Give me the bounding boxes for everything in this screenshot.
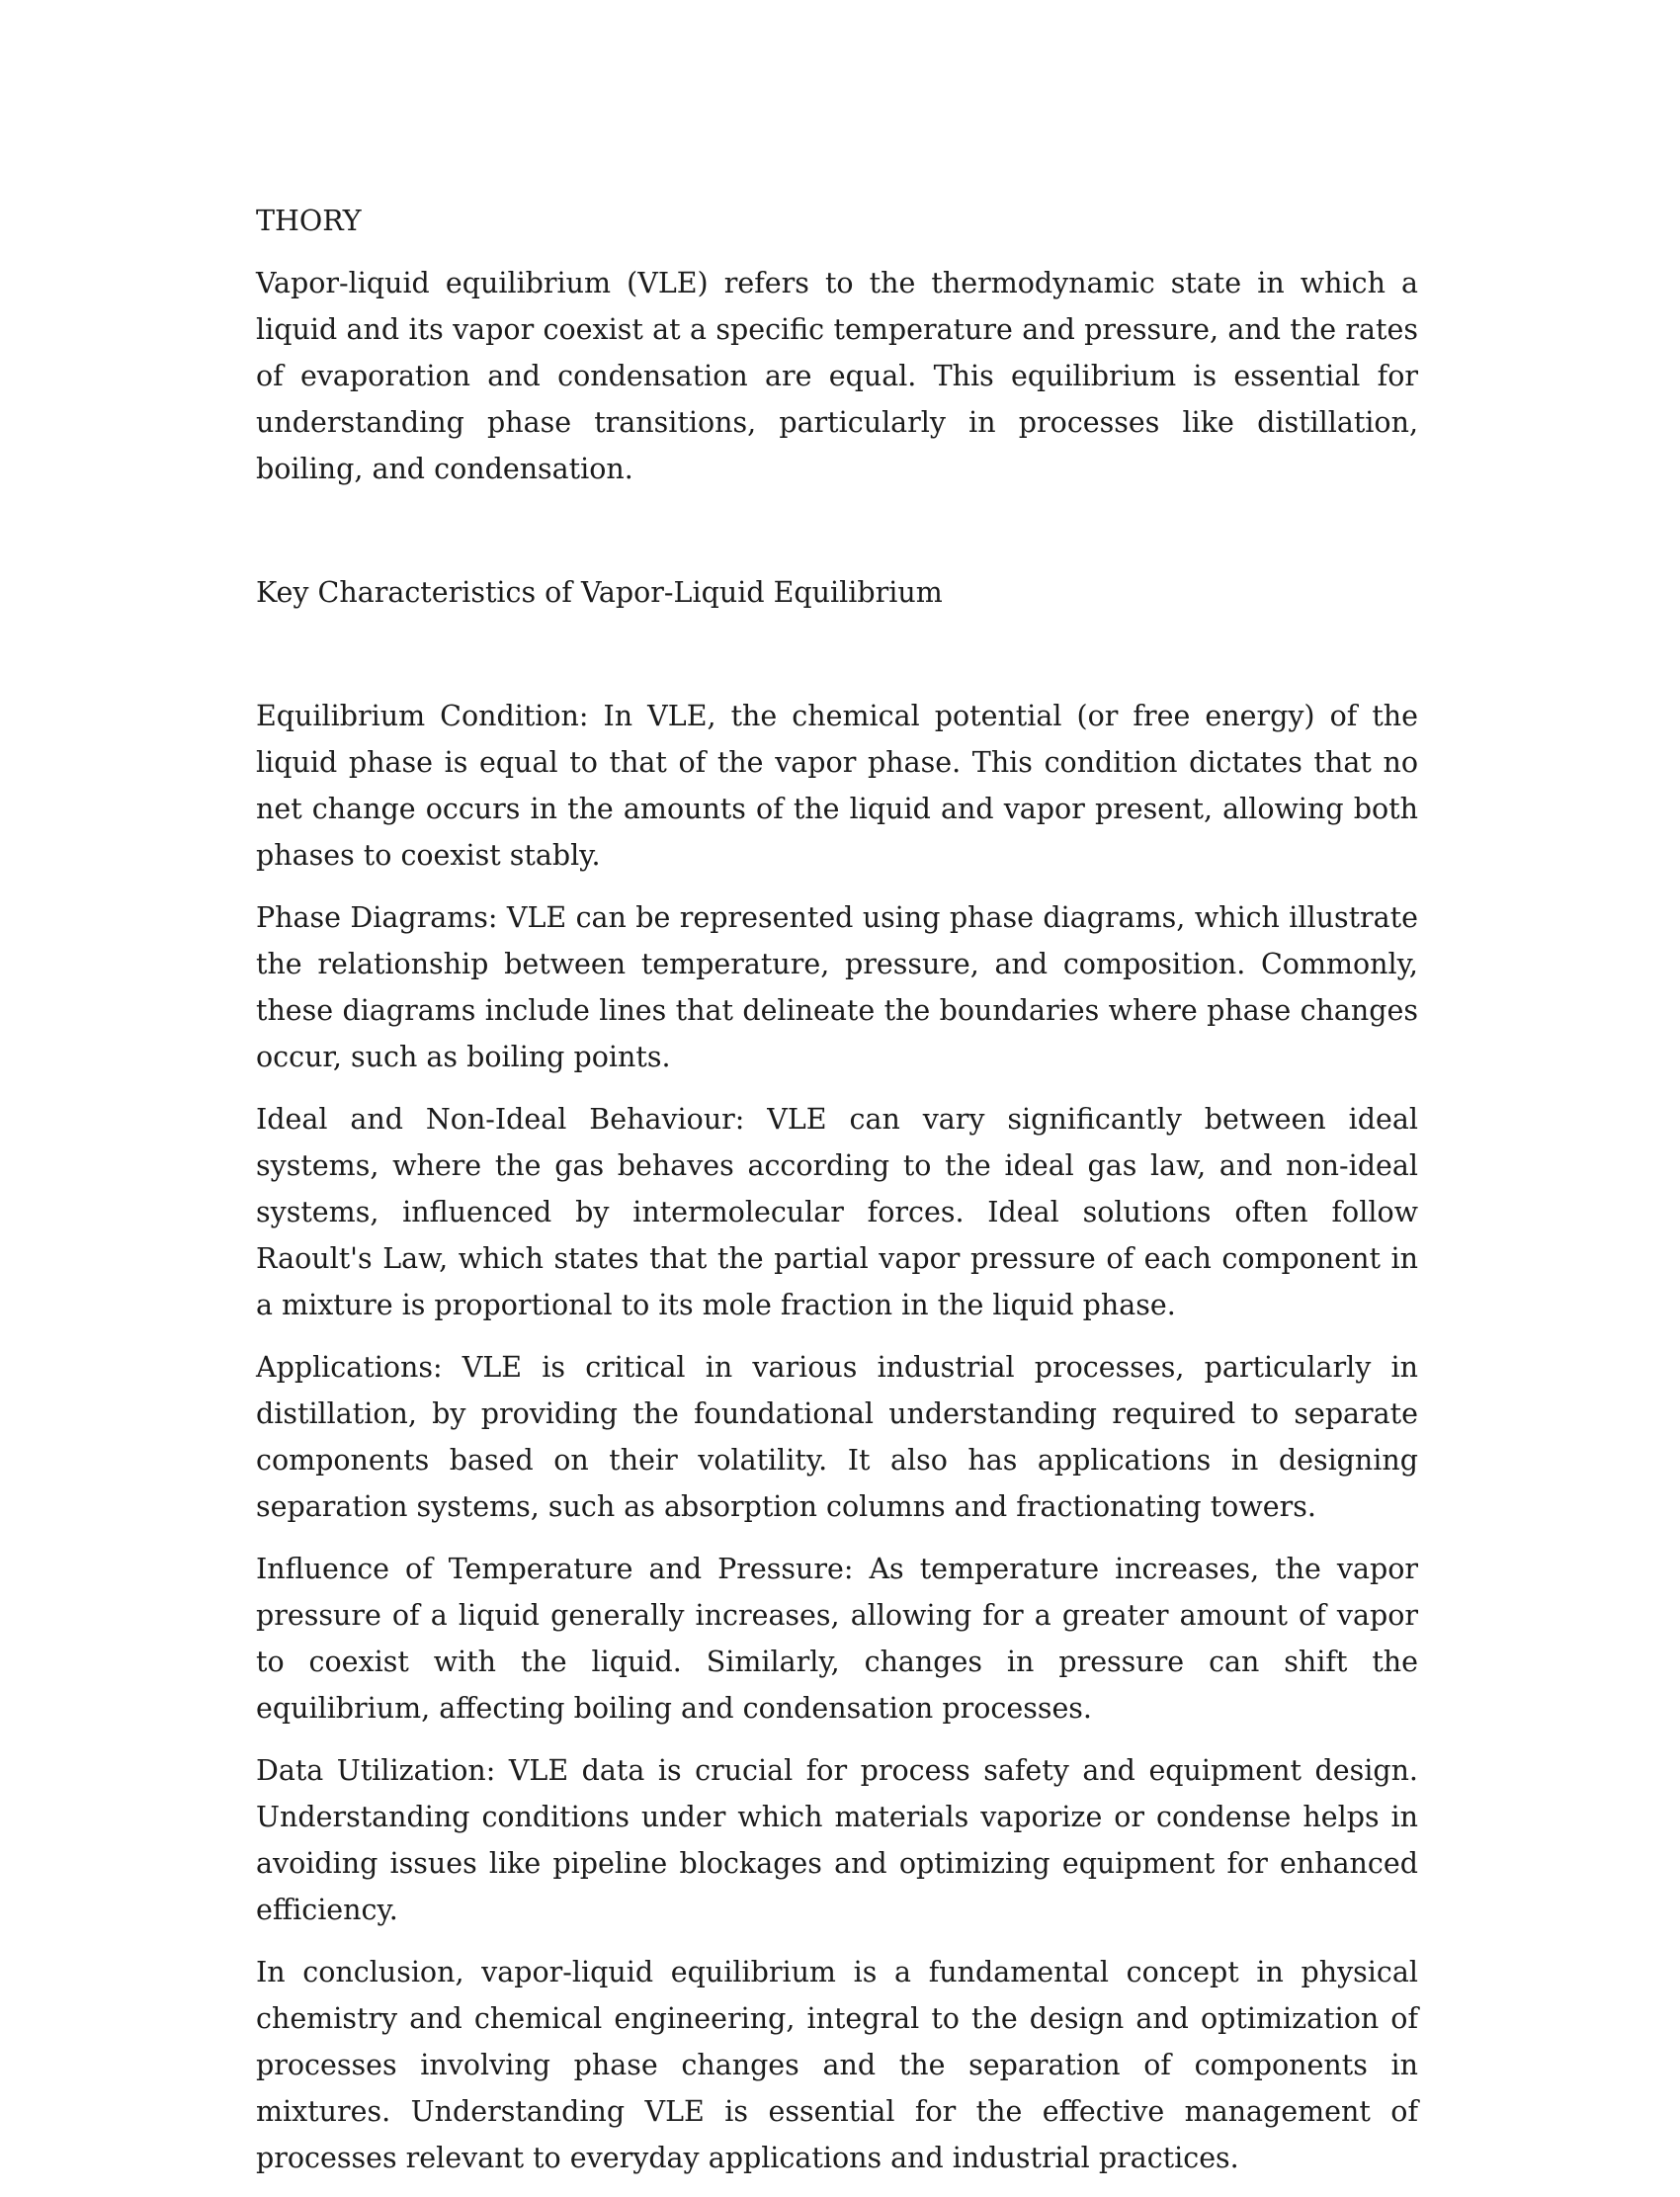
paragraph-phase-diagrams: Phase Diagrams: VLE can be represented using phase diagrams, which illustrate the relationship between temperature, pressure, and composition. Commonly, these diagrams include lines that delineate the boundaries where phase changes occur, such as boiling points. <box>256 901 1418 1073</box>
paragraph-data-utilization: Data Utilization: VLE data is crucial for process safety and equipment design. Understanding conditions under which materials vaporize or condense helps in avoiding issues like pipeline blockages and optimizing equipment for enhanced efficiency. <box>256 1754 1418 1926</box>
paragraph-equilibrium-condition: Equilibrium Condition: In VLE, the chemical potential (or free energy) of the liquid phase is equal to that of the vapor phase. This condition dictates that no net change occurs in the amounts of the liquid and vapor present, allowing both phases to coexist stably. <box>256 700 1418 872</box>
document-page <box>256 198 1418 2197</box>
paragraph-conclusion: In conclusion, vapor-liquid equilibrium is a fundamental concept in physical chemistry and chemical engineering, integral to the design and optimization of processes involving phase changes and the separation of components in mixtures. Understanding VLE is essential for the effective management of processes relevant to everyday applications and industrial practices. <box>256 1956 1418 2174</box>
intro-paragraph: Vapor-liquid equilibrium (VLE) refers to the thermodynamic state in which a liquid and its vapor coexist at a specific temperature and pressure, and the rates of evaporation and condensation are equal. This equilibrium is essential for understanding phase transitions, particularly in processes like distillation, boiling, and condensation. <box>256 267 1418 485</box>
paragraph-temperature-pressure: Influence of Temperature and Pressure: As temperature increases, the vapor pressure of a liquid generally increases, allowing for a greater amount of vapor to coexist with the liquid. Similarly, changes in pressure can shift the equilibrium, affecting boiling and condensation processes. <box>256 1553 1418 1725</box>
document-title: THORY <box>256 205 362 237</box>
paragraph-ideal-non-ideal: Ideal and Non-Ideal Behaviour: VLE can vary significantly between ideal systems, where the gas behaves according to the ideal gas law, and non-ideal systems, influenced by intermolecular forces. Ideal solutions often follow Raoult's Law, which states that the partial vapor pressure of each component in a mixture is proportional to its mole fraction in the liquid phase. <box>256 1103 1418 1321</box>
paragraph-applications: Applications: VLE is critical in various industrial processes, particularly in distillation, by providing the foundational understanding required to separate components based on their volatility. It also has applications in designing separation systems, such as absorption columns and fractionating towers. <box>256 1351 1418 1523</box>
section-heading: Key Characteristics of Vapor-Liquid Equilibrium <box>256 576 943 609</box>
